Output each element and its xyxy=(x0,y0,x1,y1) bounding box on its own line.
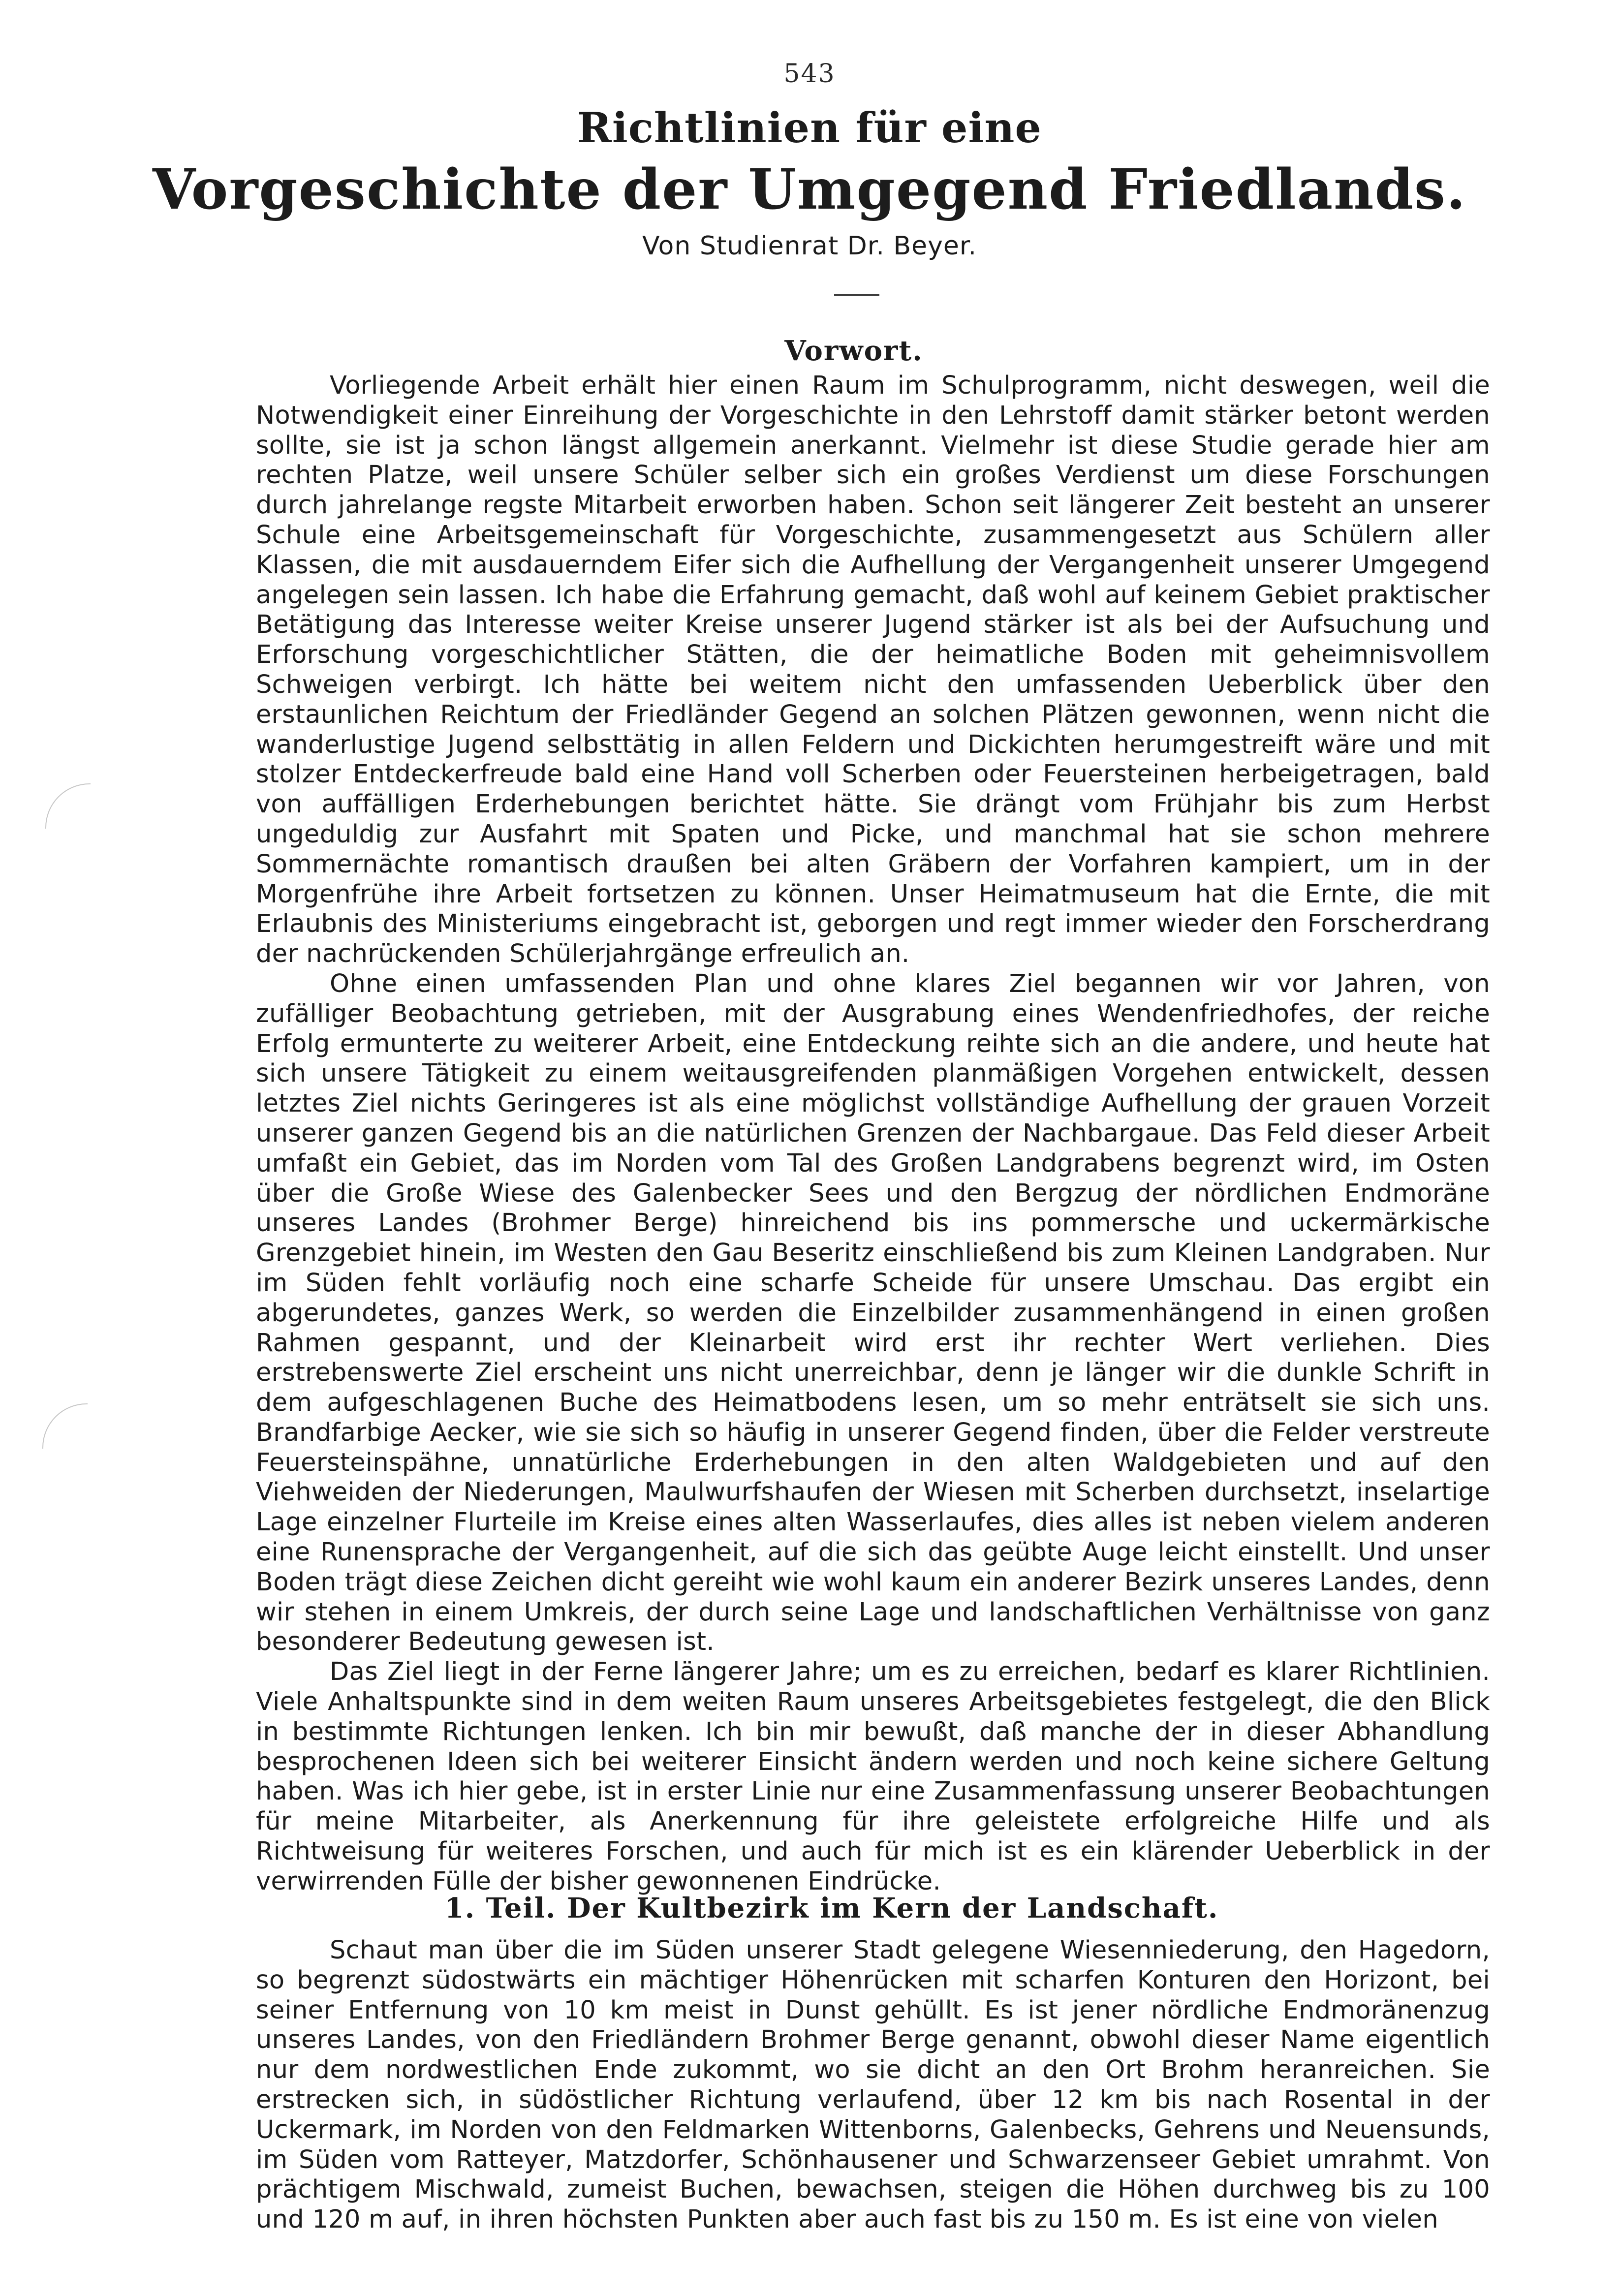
author-byline: Von Studienrat Dr. Beyer. xyxy=(642,231,977,261)
title-line-2: Vorgeschichte der Umgegend Friedlands. xyxy=(153,157,1466,222)
part1-body xyxy=(256,1936,1490,2235)
page-number: 543 xyxy=(783,59,836,89)
title-line-1: Richtlinien für eine xyxy=(577,103,1042,152)
title-divider xyxy=(834,294,879,296)
scan-margin-mark xyxy=(45,783,91,829)
preface-heading: Vorwort. xyxy=(784,335,923,367)
preface-paragraph-1: Vorliegende Arbeit erhält hier einen Raum im Schulprogramm, nicht deswegen, weil die Notwendigkeit einer Einreihung der Vorgeschichte in den Lehrstoff damit stärker betont werden sollte, sie ist ja schon längst allgemein anerkannt. Vielmehr ist diese Studie gerade hier am rechten Platze, weil unsere Schüler selber sich ein großes Verdienst um diese Forschungen durch jahrelange regste Mitarbeit erworben haben. Schon seit längerer Zeit besteht an unserer Schule eine Arbeitsgemeinschaft für Vorgeschichte, zusammengesetzt aus Schülern aller Klassen, die mit ausdauerndem Eifer sich die Aufhellung der Vergangenheit unserer Umgegend angelegen sein lassen. Ich habe die Erfahrung gemacht, daß wohl auf keinem Gebiet praktischer Betätigung das Interesse weiter Kreise unserer Jugend stärker ist als bei der Aufsuchung und Erforschung vorgeschichtlicher Stätten, die der heimatliche Boden mit geheimnisvollem Schweigen verbirgt. Ich hätte bei weitem nicht den umfassenden Ueberblick über den erstaunlichen Reichtum der Friedländer Gegend an solchen Plätzen gewonnen, wenn nicht die wanderlustige Jugend selbsttätig in allen Feldern und Dickichten herumgestreift wäre und mit stolzer Entdeckerfreude bald eine Hand voll Scherben oder Feuersteinen herbeigetragen, bald von auffälligen Erderhebungen berichtet hätte. Sie drängt vom Frühjahr bis zum Herbst ungeduldig zur Ausfahrt mit Spaten und Picke, und manchmal hat sie schon mehrere Sommernächte romantisch draußen bei alten Gräbern der Vorfahren kampiert, um in der Morgenfrühe ihre Arbeit fortsetzen zu können. Unser Heimatmuseum hat die Ernte, die mit Erlaubnis des Ministeriums eingebracht ist, geborgen und regt immer wieder den Forscherdrang der nachrückenden Schülerjahrgänge erfreulich an. xyxy=(256,371,1490,969)
preface-body xyxy=(256,371,1490,1897)
scan-margin-mark xyxy=(42,1403,88,1449)
part1-heading: 1. Teil. Der Kultbezirk im Kern der Landschaft. xyxy=(444,1892,1219,1924)
preface-paragraph-3: Das Ziel liegt in der Ferne längerer Jahre; um es zu erreichen, bedarf es klarer Richtlinien. Viele Anhaltspunkte sind in dem weiten Raum unseres Arbeitsgebietes festgelegt, die den Blick in bestimmte Richtungen lenken. Ich bin mir bewußt, daß manche der in dieser Abhandlung besprochenen Ideen sich bei weiterer Einsicht ändern werden und noch keine sichere Geltung haben. Was ich hier gebe, ist in erster Linie nur eine Zusammenfassung unserer Beobachtungen für meine Mitarbeiter, als Anerkennung für ihre geleistete erfolgreiche Hilfe und als Richtweisung für weiteres Forschen, und auch für mich ist es ein klärender Ueberblick in der verwirrenden Fülle der bisher gewonnenen Eindrücke. xyxy=(256,1657,1490,1896)
preface-paragraph-2: Ohne einen umfassenden Plan und ohne klares Ziel begannen wir vor Jahren, von zufälliger Beobachtung getrieben, mit der Ausgrabung eines Wendenfriedhofes, der reiche Erfolg ermunterte zu weiterer Arbeit, eine Entdeckung reihte sich an die andere, und heute hat sich unsere Tätigkeit zu einem weitausgreifenden planmäßigen Vorgehen entwickelt, dessen letztes Ziel nichts Geringeres ist als eine möglichst vollständige Aufhellung der grauen Vorzeit unserer ganzen Gegend bis an die natürlichen Grenzen der Nachbargaue. Das Feld dieser Arbeit umfaßt ein Gebiet, das im Norden vom Tal des Großen Landgrabens begrenzt wird, im Osten über die Große Wiese des Galenbecker Sees und den Bergzug der nördlichen Endmoräne unseres Landes (Brohmer Berge) hinreichend bis ins pommersche und uckermärkische Grenzgebiet hinein, im Westen den Gau Beseritz einschließend bis zum Kleinen Landgraben. Nur im Süden fehlt vorläufig noch eine scharfe Scheide für unsere Umschau. Das ergibt ein abgerundetes, ganzes Werk, so werden die Einzelbilder zusammenhängend in einen großen Rahmen gespannt, und der Kleinarbeit wird erst ihr rechter Wert verliehen. Dies erstrebenswerte Ziel erscheint uns nicht unerreichbar, denn je länger wir die dunkle Schrift in dem aufgeschlagenen Buche des Heimatbodens lesen, um so mehr enträtselt sie sich uns. Brandfarbige Aecker, wie sie sich so häufig in unserer Gegend finden, über die Felder verstreute Feuersteinspähne, unnatürliche Erderhebungen in den alten Waldgebieten und auf den Viehweiden der Niederungen, Maulwurfshaufen der Wiesen mit Scherben durchsetzt, inselartige Lage einzelner Flurteile im Kreise eines alten Wasserlaufes, dies alles ist neben vielem anderen eine Runensprache der Vergangenheit, auf die sich das geübte Auge leicht einstellt. Und unser Boden trägt diese Zeichen dicht gereiht wie wohl kaum ein anderer Bezirk unseres Landes, denn wir stehen in einem Umkreis, der durch seine Lage und landschaftlichen Verhältnisse von ganz besonderer Bedeutung gewesen ist. xyxy=(256,969,1490,1657)
part1-paragraph-1: Schaut man über die im Süden unserer Stadt gelegene Wiesenniederung, den Hagedorn, so begrenzt südostwärts ein mächtiger Höhenrücken mit scharfen Konturen den Horizont, bei seiner Entfernung von 10 km meist in Dunst gehüllt. Es ist jener nördliche Endmoränenzug unseres Landes, von den Friedländern Brohmer Berge genannt, obwohl dieser Name eigentlich nur dem nordwestlichen Ende zukommt, wo sie dicht an den Ort Brohm heranreichen. Sie erstrecken sich, in südöstlicher Richtung verlaufend, über 12 km bis nach Rosental in der Uckermark, im Norden von den Feldmarken Wittenborns, Galenbecks, Gehrens und Neuensunds, im Süden vom Ratteyer, Matzdorfer, Schönhausener und Schwarzenseer Gebiet umrahmt. Von prächtigem Mischwald, zumeist Buchen, bewachsen, steigen die Höhen durchweg bis zu 100 und 120 m auf, in ihren höchsten Punkten aber auch fast bis zu 150 m. Es ist eine von vielen xyxy=(256,1936,1490,2234)
